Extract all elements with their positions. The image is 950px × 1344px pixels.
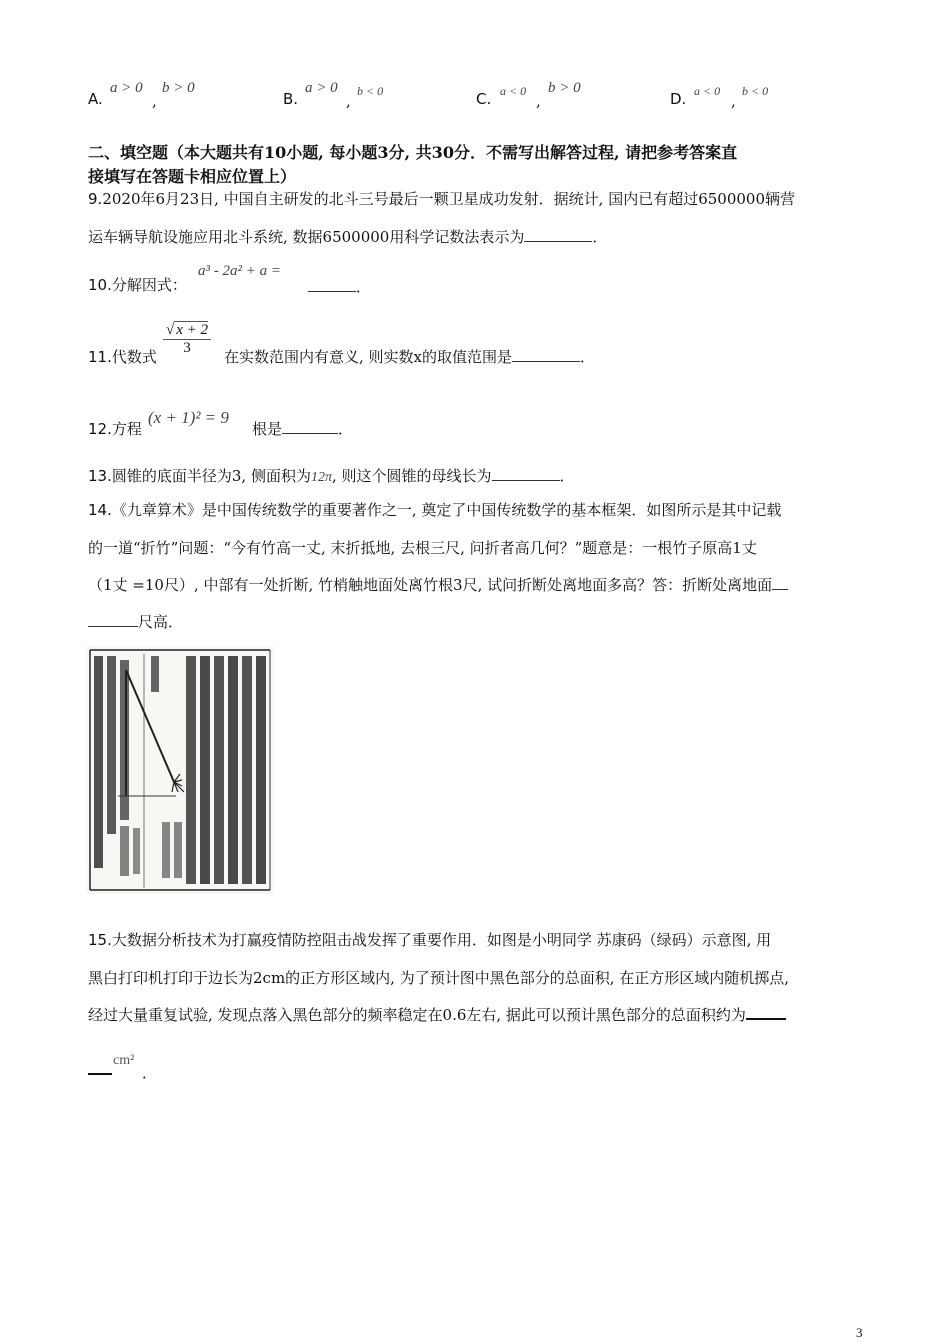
option-d-cond2: b < 0 <box>742 84 769 98</box>
answer-blank[interactable] <box>746 1018 786 1020</box>
question-number: 14. <box>88 501 112 519</box>
option-d-cond1: a < 0 <box>694 84 721 98</box>
question-11 <box>88 346 157 368</box>
question-text: 方程 <box>111 420 142 438</box>
question-text: 根是 <box>252 420 283 438</box>
fraction-expression <box>163 322 211 357</box>
ancient-text-figure <box>86 646 274 894</box>
question-number: 11. <box>88 348 112 366</box>
answer-blank[interactable] <box>492 480 560 481</box>
question-number: 12. <box>88 420 112 438</box>
section-heading-line1: 二、填空题（本大题共有10小题, 每小题3分, 共30分．不需写出解答过程, 请把参考答案直 <box>88 143 738 162</box>
question-15-line1 <box>88 929 771 951</box>
option-letter: D. <box>670 90 687 108</box>
question-text: 大数据分析技术为打赢疫情防控阻击战发挥了重要作用．如图是小明同学 苏康码（绿码）示意图, 用 <box>111 931 772 949</box>
equation-expression: (x + 1)² = 9 <box>148 408 229 427</box>
question-text: , 则这个圆锥的母线长为 <box>331 467 492 485</box>
answer-blank-continued[interactable] <box>88 1073 112 1075</box>
period: ． <box>142 1064 158 1082</box>
question-15-line2: 黑白打印机打印于边长为2cm的正方形区域内, 为了预计图中黑色部分的总面积, 在正方形区域内随机掷点, <box>88 969 790 987</box>
question-text: 尺高． <box>138 613 184 631</box>
question-text: 2020年6月23日, 中国自主研发的北斗三号最后一颗卫星成功发射．据统计, 国内已有超过6500000辆营 <box>102 190 795 208</box>
option-a <box>88 88 103 110</box>
question-text: 在实数范围内有意义, 则实数x的取值范围是 <box>224 348 512 366</box>
answer-blank[interactable] <box>524 241 592 242</box>
option-a-cond1: a > 0 <box>110 80 143 96</box>
option-c-cond2: b > 0 <box>548 80 581 96</box>
question-text: 《九章算术》是中国传统数学的重要著作之一, 奠定了中国传统数学的基本框架．如图所示是其中记载 <box>111 501 782 519</box>
question-text: （1丈 =10尺）, 中部有一处折断, 竹梢触地面处离竹根3尺, 试问折断处离地面多高？答：折断处离地面 <box>88 576 773 594</box>
period: ． <box>580 348 596 366</box>
question-14-line1 <box>88 499 781 521</box>
question-9-line2 <box>88 226 607 248</box>
bamboo-illustration <box>86 646 274 894</box>
option-a-comma: , <box>152 92 157 110</box>
option-d-comma: , <box>731 92 736 110</box>
option-d <box>670 88 686 110</box>
option-c-comma: , <box>536 92 541 110</box>
question-number: 9. <box>88 190 103 208</box>
numerator: x + 2 <box>176 322 209 338</box>
question-number: 15. <box>88 931 112 949</box>
answer-blank[interactable] <box>308 291 356 292</box>
unit-label: cm² <box>113 1053 135 1068</box>
option-a-cond2: b > 0 <box>162 80 195 96</box>
answer-blank[interactable] <box>282 433 338 434</box>
answer-blank[interactable] <box>512 361 580 362</box>
question-9-line1 <box>88 188 795 210</box>
factor-expression: a³ - 2a² + a = <box>198 263 281 279</box>
denominator: 3 <box>183 340 191 356</box>
question-14-line4 <box>88 611 183 633</box>
period: ． <box>592 228 608 246</box>
question-10 <box>88 274 187 296</box>
period: ． <box>338 420 354 438</box>
answer-blank[interactable] <box>772 589 788 590</box>
question-14-line3 <box>88 574 788 596</box>
option-c-cond1: a < 0 <box>500 84 527 98</box>
question-number: 10. <box>88 276 112 294</box>
page-number: 3 <box>856 1325 863 1340</box>
question-text: 代数式 <box>111 348 157 366</box>
sqrt-sign: √ <box>166 322 175 338</box>
question-text: 经过大量重复试验, 发现点落入黑色部分的频率稳定在0.6左右, 据此可以预计黑色部分的总面积约为 <box>88 1006 746 1024</box>
answer-blank[interactable] <box>88 626 138 627</box>
option-c <box>476 88 491 110</box>
question-text: 运车辆导航设施应用北斗系统, 数据6500000用科学记数法表示为 <box>88 228 525 246</box>
option-letter: C. <box>476 90 492 108</box>
question-10-answer <box>308 276 371 298</box>
question-11-tail <box>224 346 595 368</box>
option-b-comma: , <box>346 92 351 110</box>
question-12-tail <box>252 418 353 440</box>
question-13 <box>88 465 575 489</box>
option-b <box>283 88 298 110</box>
option-b-cond2: b < 0 <box>357 84 384 98</box>
question-number: 13. <box>88 467 112 485</box>
question-text: 圆锥的底面半径为3, 侧面积为 <box>111 467 311 485</box>
question-15-line3 <box>88 1004 786 1026</box>
question-text: 分解因式： <box>111 276 187 294</box>
period: ． <box>356 278 372 296</box>
option-letter: B. <box>283 90 299 108</box>
question-14-line2: 的一道“折竹”问题：“今有竹高一丈, 末折抵地, 去根三尺, 问折者高几何？”题意是：一根竹子原高1丈 <box>88 539 757 557</box>
option-b-cond1: a > 0 <box>305 80 338 96</box>
section-heading-line2: 接填写在答题卡相应位置上） <box>88 167 297 186</box>
period: ． <box>559 467 575 485</box>
area-expression: 12π <box>310 470 332 485</box>
option-letter: A. <box>88 90 103 108</box>
question-12 <box>88 418 142 440</box>
